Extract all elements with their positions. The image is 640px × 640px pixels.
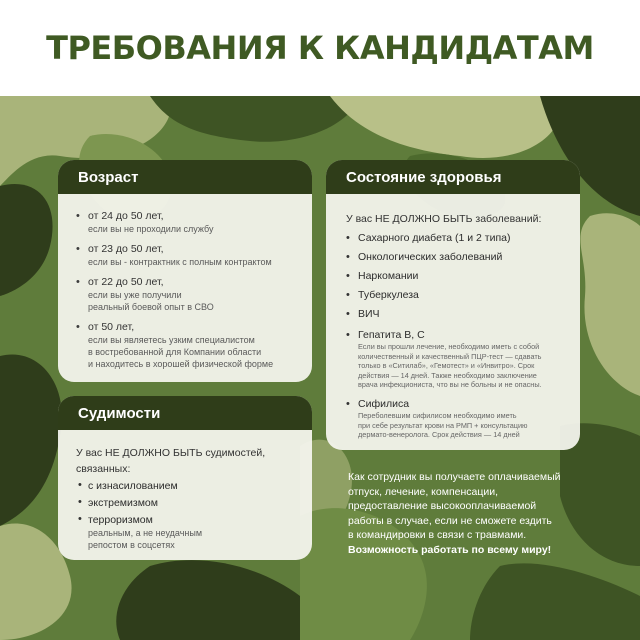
age-condition: реальный боевой опыт в СВО: [88, 302, 214, 312]
age-item: [76, 210, 298, 235]
benefits-line: в командировки в связи с травмами.: [348, 529, 527, 542]
disease-item: • ВИЧ: [346, 308, 380, 320]
health-card-heading: Состояние здоровья: [326, 160, 580, 194]
age-item: [76, 276, 298, 313]
bullet-icon: •: [346, 329, 350, 341]
age-condition: в востребованной для Компании области: [88, 347, 262, 357]
criminal-intro: У вас НЕ ДОЛЖНО БЫТЬ судимостей,: [76, 447, 266, 459]
benefits-line: работы в случае, если не сможете ездить: [348, 514, 552, 527]
page-title: ТРЕБОВАНИЯ К КАНДИДАТАМ: [46, 29, 594, 67]
age-item: [76, 243, 298, 268]
conviction-item: • терроризмом реальным, а не неудачным репостом в соцсетях: [78, 513, 203, 550]
age-condition: если вы - контрактник с полным контрактом: [88, 257, 272, 267]
benefits-line: Как сотрудник вы получаете оплачиваемый: [348, 471, 561, 483]
benefits-line: отпуск, лечение, компенсации,: [348, 485, 499, 498]
disease-item-hepatitis: • Гепатита В, С Если вы прошли лечение, необходимо иметь с собой количественный и качественный ПЦР-тест — сдавать только в «Ситилаб», «Гемотест» и «Инвитро». Срок действия — 14 дней. Также необходимо заключение врача инфекциониста, что вы не больны и не опасны.: [346, 329, 542, 390]
age-condition: если вы уже получили: [88, 290, 182, 300]
disease-item-syphilis: • Сифилиса Переболевшим сифилисом необходимо иметь при себе результат крови на РМП + консультацию дермато-венеролога. Срок действия — 14 дней: [346, 397, 528, 440]
bullet-icon: •: [76, 210, 80, 222]
bullet-icon: •: [346, 232, 350, 244]
bullet-icon: •: [78, 513, 82, 525]
header: [0, 0, 640, 96]
bullet-icon: •: [346, 308, 350, 320]
age-range: от 23 до 50 лет,: [88, 243, 164, 255]
conviction-item: • экстремизмом: [78, 496, 158, 509]
age-condition: если вы являетесь узким специалистом: [88, 335, 255, 345]
health-intro: У вас НЕ ДОЛЖНО БЫТЬ заболеваний:: [346, 213, 542, 225]
age-card: [58, 160, 312, 382]
disease-item: • Сахарного диабета (1 и 2 типа): [346, 232, 511, 244]
bullet-icon: •: [346, 270, 350, 282]
criminal-record-card: [58, 396, 312, 560]
benefits-text: [348, 470, 588, 558]
bullet-icon: •: [76, 321, 80, 333]
benefits-highlight: Возможность работать по всему миру!: [348, 543, 552, 556]
age-card-heading: Возраст: [58, 160, 312, 194]
age-range: от 50 лет,: [88, 321, 135, 333]
disease-item: • Онкологических заболеваний: [346, 251, 503, 263]
age-item: [76, 321, 298, 370]
health-card: [326, 160, 580, 450]
bullet-icon: •: [346, 251, 350, 263]
disease-item: • Туберкулеза: [346, 289, 419, 301]
bullet-icon: •: [346, 289, 350, 301]
bullet-icon: •: [346, 397, 350, 410]
age-range: от 22 до 50 лет,: [88, 276, 164, 288]
conviction-item: • с изнасилованием: [78, 479, 178, 492]
bullet-icon: •: [78, 479, 82, 491]
age-condition: если вы не проходили службу: [88, 224, 214, 234]
bullet-icon: •: [78, 496, 82, 508]
criminal-intro: связанных:: [76, 463, 131, 475]
disease-item: • Наркомании: [346, 270, 419, 282]
bullet-icon: •: [76, 243, 80, 255]
benefits-line: предоставление высокооплачиваемой: [348, 500, 537, 513]
age-condition: и находитесь в хорошей физической форме: [88, 359, 274, 369]
criminal-card-heading: Судимости: [58, 396, 312, 430]
bullet-icon: •: [76, 276, 80, 288]
age-range: от 24 до 50 лет,: [88, 210, 164, 222]
